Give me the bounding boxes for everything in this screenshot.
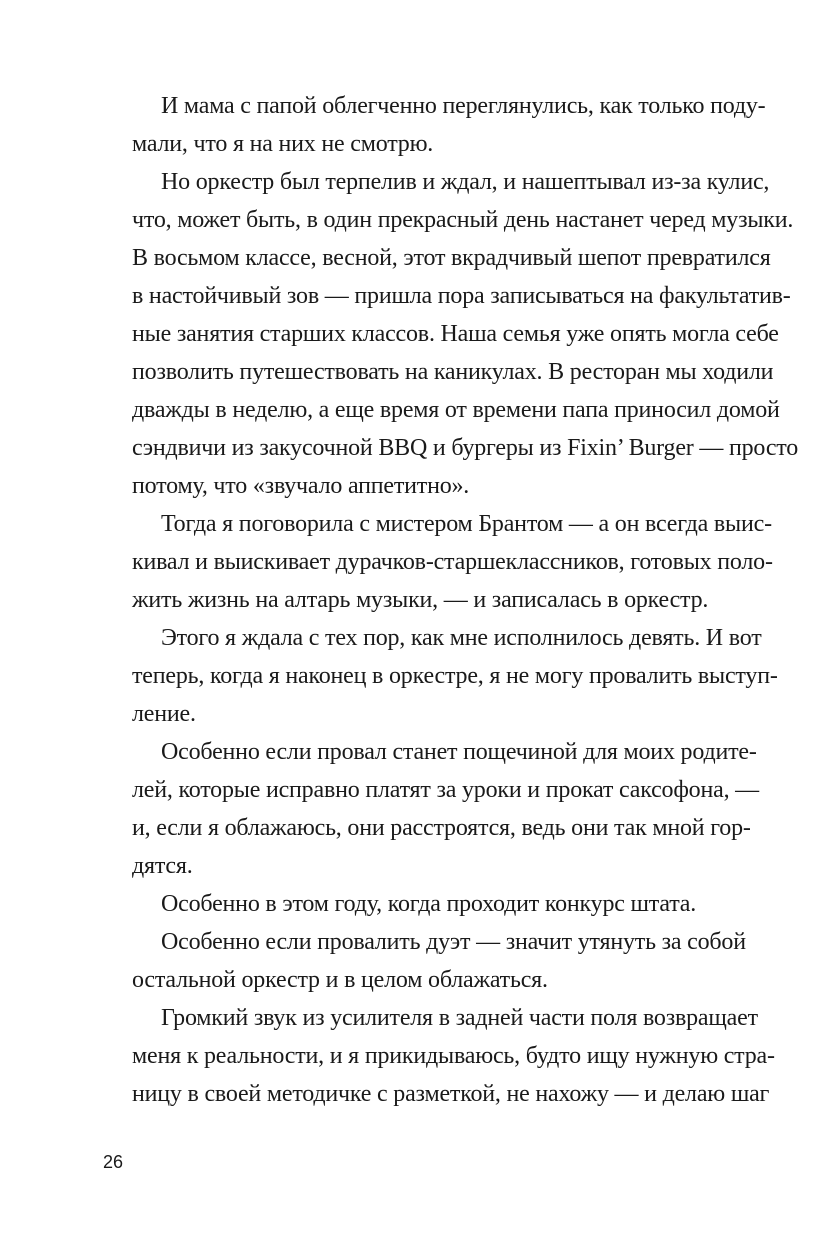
paragraph: [103, 885, 707, 923]
paragraph: [103, 733, 759, 885]
paragraph: [103, 163, 799, 505]
text-line: В восьмом классе, весной, этот вкрадчивый шепот превратился: [132, 245, 771, 271]
text-line: позволить путешествовать на каникулах. В ресторан мы ходили: [132, 359, 774, 385]
text-line: теперь, когда я наконец в оркестре, я не могу провалить выступ-: [132, 663, 778, 689]
text-line: лей, которые исправно платят за уроки и прокат саксофона, —: [132, 777, 759, 803]
text-line: Тогда я поговорила с мистером Брантом — а он всегда выис-: [161, 511, 772, 537]
paragraph: [103, 923, 746, 999]
text-line: и, если я облажаюсь, они расстроятся, ведь они так мной гор-: [132, 815, 751, 841]
text-line: в настойчивый зов — пришла пора записываться на факультатив-: [132, 283, 791, 309]
text-line: остальной оркестр и в целом облажаться.: [132, 967, 548, 993]
text-line: ление.: [132, 701, 196, 727]
text-line: дятся.: [132, 853, 193, 879]
body-text: [103, 87, 799, 1113]
paragraph: [103, 505, 773, 619]
text-line: ные занятия старших классов. Наша семья уже опять могла себе: [132, 321, 779, 347]
text-line: сэндвичи из закусочной BBQ и бургеры из Fixin’ Burger — просто: [132, 435, 799, 461]
page-number: 26: [103, 1152, 124, 1172]
text-line: Громкий звук из усилителя в задней части поля возвращает: [161, 1005, 758, 1031]
text-line: дважды в неделю, а еще время от времени папа приносил домой: [132, 397, 780, 423]
text-line: И мама с папой облегченно переглянулись, как только поду-: [161, 93, 766, 119]
text-line: Особенно если провал станет пощечиной для моих родите-: [161, 739, 757, 765]
paragraph: [103, 999, 775, 1113]
text-line: кивал и выискивает дурачков-старшеклассников, готовых поло-: [132, 549, 773, 575]
paragraph: [103, 87, 766, 163]
text-line: что, может быть, в один прекрасный день настанет черед музыки.: [132, 207, 794, 233]
paragraph: [103, 619, 778, 733]
text-line: мали, что я на них не смотрю.: [132, 131, 434, 157]
text-line: ницу в своей методичке с разметкой, не нахожу — и делаю шаг: [132, 1081, 770, 1107]
text-line: Но оркестр был терпелив и ждал, и нашептывал из-за кулис,: [161, 169, 770, 195]
text-line: меня к реальности, и я прикидываюсь, будто ищу нужную стра-: [132, 1043, 775, 1069]
text-line: Этого я ждала с тех пор, как мне исполнилось девять. И вот: [161, 625, 762, 651]
text-line: потому, что «звучало аппетитно».: [132, 473, 470, 499]
text-line: Особенно если провалить дуэт — значит утянуть за собой: [161, 929, 746, 955]
text-line: жить жизнь на алтарь музыки, — и записалась в оркестр.: [132, 587, 709, 613]
text-line: Особенно в этом году, когда проходит конкурс штата.: [161, 891, 697, 917]
